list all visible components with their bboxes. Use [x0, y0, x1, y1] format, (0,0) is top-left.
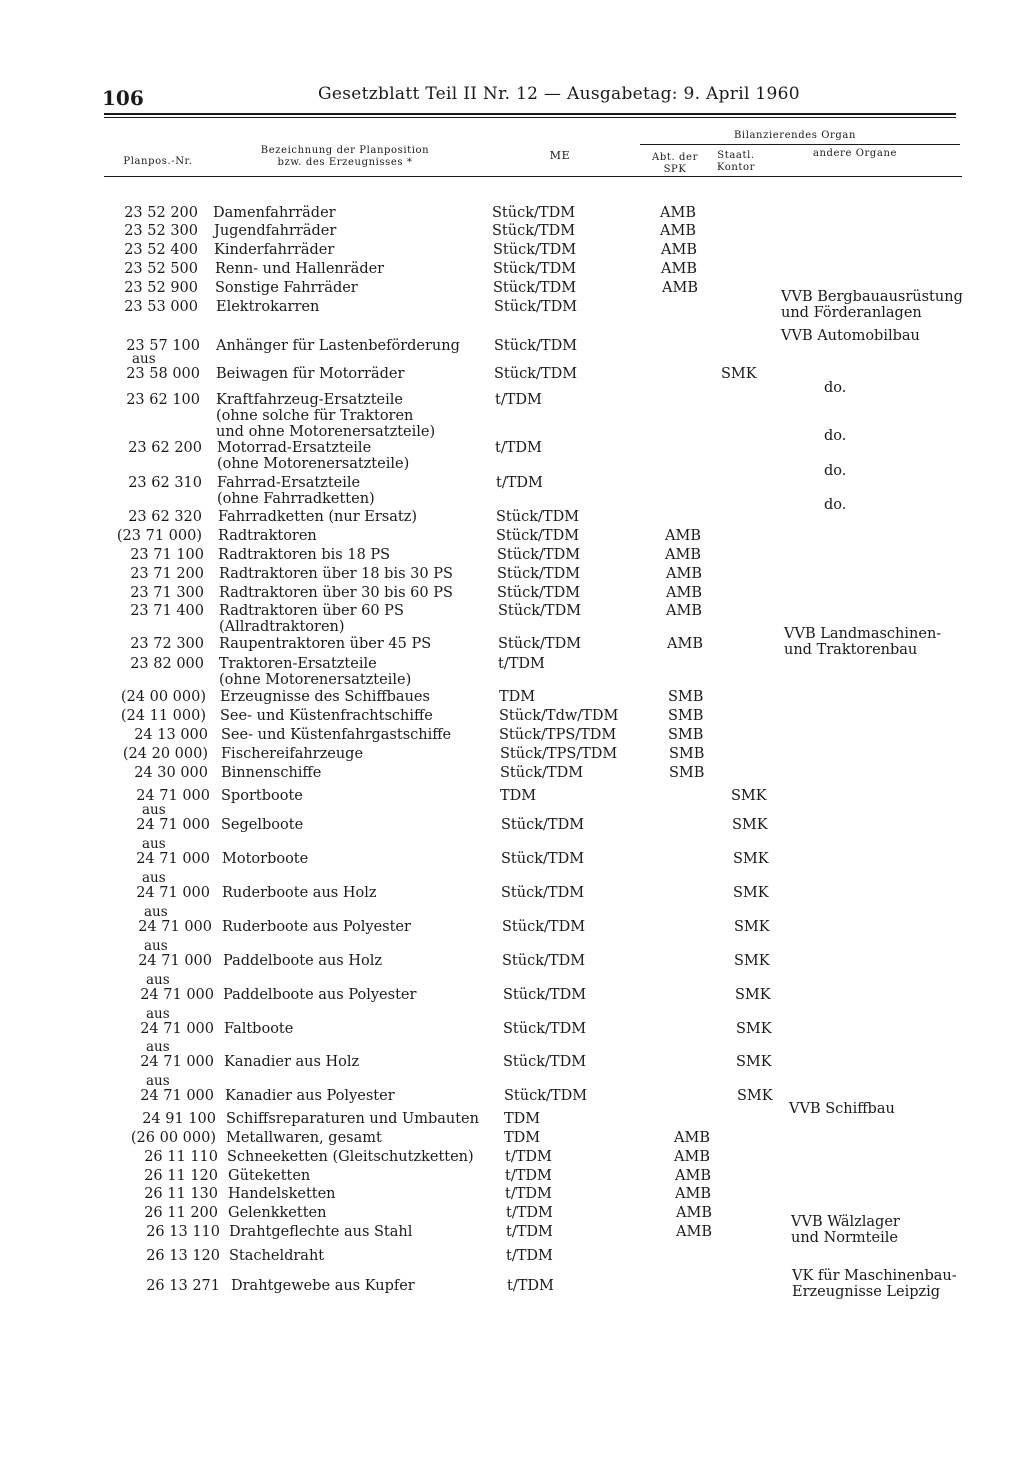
andere-organe-value: do. [824, 497, 847, 513]
andere-organe-value: VVB Schiffbau [789, 1101, 895, 1117]
planpos-number: 23 52 900 [124, 280, 198, 296]
abt-spk-value: AMB [660, 205, 696, 221]
unit-of-measure: Stück/TDM [501, 817, 585, 833]
planpos-number: 24 71 000 [140, 987, 214, 1003]
planpos-number: 23 52 500 [124, 261, 198, 277]
unit-of-measure: TDM [500, 788, 537, 804]
planpos-number: 23 72 300 [130, 636, 204, 652]
abt-spk-value: AMB [667, 636, 703, 652]
aus-label: aus [144, 938, 168, 954]
item-designation: Kraftfahrzeug-Ersatzteile (ohne solche für Traktoren und ohne Motorenersatzteile) [216, 392, 436, 440]
planpos-number: 23 62 200 [128, 440, 202, 456]
abt-spk-value: AMB [661, 261, 697, 277]
unit-of-measure: t/TDM [505, 1186, 552, 1202]
planpos-number: 24 30 000 [134, 765, 208, 781]
item-designation: Segelboote [221, 817, 304, 833]
unit-of-measure: Stück/TDM [503, 1054, 587, 1070]
abt-spk-value: AMB [666, 566, 702, 582]
unit-of-measure: Stück/TDM [502, 919, 586, 935]
planpos-number: 26 11 120 [144, 1168, 218, 1184]
header-rule [104, 113, 956, 115]
unit-of-measure: Stück/TDM [500, 765, 584, 781]
item-designation: Damenfahrräder [213, 205, 336, 221]
planpos-number: (24 20 000) [122, 746, 208, 762]
col-header-planpos: Planpos.-Nr. [123, 156, 193, 167]
unit-of-measure: Stück/TDM [493, 280, 577, 296]
unit-of-measure: TDM [504, 1111, 541, 1127]
aus-label: aus [132, 351, 156, 367]
item-designation: Kanadier aus Polyester [225, 1088, 395, 1104]
unit-of-measure: t/TDM [506, 1205, 553, 1221]
item-designation: Fahrradketten (nur Ersatz) [218, 509, 417, 525]
item-designation: Raupentraktoren über 45 PS [219, 636, 432, 652]
planpos-number: 26 11 130 [144, 1186, 218, 1202]
planpos-number: 23 52 200 [124, 205, 198, 221]
planpos-number: 26 13 110 [146, 1224, 220, 1240]
abt-spk-value: AMB [675, 1186, 711, 1202]
planpos-number: (26 00 000) [130, 1130, 216, 1146]
item-designation: Faltboote [224, 1021, 294, 1037]
unit-of-measure: Stück/TDM [492, 223, 576, 239]
unit-of-measure: t/TDM [495, 440, 542, 456]
item-designation: Radtraktoren über 18 bis 30 PS [219, 566, 453, 582]
planpos-number: 23 71 200 [130, 566, 204, 582]
unit-of-measure: Stück/TDM [504, 1088, 588, 1104]
abt-spk-value: AMB [665, 547, 701, 563]
staatl-kontor-value: SMK [732, 817, 768, 833]
planpos-number: 24 71 000 [140, 1088, 214, 1104]
page-title: Gesetzblatt Teil II Nr. 12 — Ausgabetag: 9. April 1960 [318, 84, 800, 104]
planpos-number: 26 11 200 [144, 1205, 218, 1221]
unit-of-measure: TDM [499, 689, 536, 705]
item-designation: See- und Küstenfrachtschiffe [220, 708, 433, 724]
item-designation: Güteketten [228, 1168, 311, 1184]
abt-spk-value: AMB [665, 528, 701, 544]
unit-of-measure: Stück/TDM [494, 338, 578, 354]
andere-organe-value: VVB Bergbauausrüstung und Förderanlagen [781, 289, 963, 321]
planpos-number: 24 71 000 [140, 1054, 214, 1070]
item-designation: Paddelboote aus Holz [223, 953, 382, 969]
planpos-number: 23 71 300 [130, 585, 204, 601]
andere-organe-value: do. [824, 463, 847, 479]
planpos-number: 23 52 300 [124, 223, 198, 239]
unit-of-measure: t/TDM [496, 475, 543, 491]
page-header [102, 82, 960, 112]
aus-label: aus [146, 1039, 170, 1055]
planpos-number: 24 71 000 [138, 919, 212, 935]
item-designation: Kinderfahrräder [214, 242, 335, 258]
item-designation: Binnenschiffe [221, 765, 322, 781]
item-designation: Schiffsreparaturen und Umbauten [226, 1111, 479, 1127]
unit-of-measure: Stück/TPS/TDM [500, 746, 618, 762]
aus-label: aus [144, 904, 168, 920]
item-designation: Gelenkketten [228, 1205, 327, 1221]
aus-label: aus [142, 836, 166, 852]
item-designation: Paddelboote aus Polyester [223, 987, 417, 1003]
unit-of-measure: t/TDM [505, 1149, 552, 1165]
item-designation: Radtraktoren [218, 528, 317, 544]
abt-spk-value: AMB [666, 585, 702, 601]
col-header-me: ME [549, 149, 571, 162]
aus-label: aus [146, 1006, 170, 1022]
staatl-kontor-value: SMK [733, 885, 769, 901]
planpos-number: 26 13 120 [146, 1248, 220, 1264]
planpos-number: 23 58 000 [126, 366, 200, 382]
unit-of-measure: Stück/TDM [496, 509, 580, 525]
unit-of-measure: Stück/TDM [494, 299, 578, 315]
andere-organe-value: VVB Wälzlager und Normteile [791, 1214, 900, 1246]
unit-of-measure: Stück/TDM [503, 987, 587, 1003]
planpos-number: 26 13 271 [146, 1278, 220, 1294]
planpos-number: (23 71 000) [116, 528, 202, 544]
planpos-number: 23 71 400 [130, 603, 204, 619]
unit-of-measure: t/TDM [505, 1168, 552, 1184]
planpos-number: (24 11 000) [120, 708, 206, 724]
planpos-number: 26 11 110 [144, 1149, 218, 1165]
unit-of-measure: Stück/TDM [501, 851, 585, 867]
andere-organe-value: do. [824, 380, 847, 396]
item-designation: Sportboote [221, 788, 303, 804]
unit-of-measure: Stück/TPS/TDM [499, 727, 617, 743]
bilanz-rule [640, 144, 960, 145]
abt-spk-value: AMB [674, 1130, 710, 1146]
unit-of-measure: Stück/TDM [497, 547, 581, 563]
table-header-rule [104, 176, 962, 177]
unit-of-measure: TDM [504, 1130, 541, 1146]
staatl-kontor-value: SMK [735, 987, 771, 1003]
abt-spk-value: SMB [668, 689, 704, 705]
unit-of-measure: Stück/TDM [501, 885, 585, 901]
planpos-number: 23 57 100 [126, 338, 200, 354]
abt-spk-value: SMB [669, 746, 705, 762]
aus-label: aus [142, 802, 166, 818]
unit-of-measure: Stück/TDM [503, 1021, 587, 1037]
unit-of-measure: Stück/TDM [502, 953, 586, 969]
planpos-number: 24 91 100 [142, 1111, 216, 1127]
item-designation: Anhänger für Lastenbeförderung [216, 338, 460, 354]
andere-organe-value: VVB Automobilbau [781, 328, 920, 344]
planpos-number: 23 52 400 [124, 242, 198, 258]
abt-spk-value: AMB [676, 1205, 712, 1221]
planpos-number: 23 62 310 [128, 475, 202, 491]
item-designation: Radtraktoren über 60 PS (Allradtraktoren) [219, 603, 404, 635]
unit-of-measure: t/TDM [506, 1224, 553, 1240]
unit-of-measure: Stück/TDM [493, 242, 577, 258]
staatl-kontor-value: SMK [734, 953, 770, 969]
col-header-bilanzierendes: Bilanzierendes Organ [733, 130, 857, 141]
item-designation: Schneeketten (Gleitschutzketten) [227, 1149, 474, 1165]
unit-of-measure: t/TDM [498, 656, 545, 672]
aus-label: aus [146, 1073, 170, 1089]
planpos-number: 23 62 100 [126, 392, 200, 408]
col-header-bezeichnung: Bezeichnung der Planposition bzw. des Erzeugnisses * [260, 145, 430, 168]
item-designation: Beiwagen für Motorräder [216, 366, 405, 382]
planpos-number: 23 71 100 [130, 547, 204, 563]
item-designation: Metallwaren, gesamt [226, 1130, 382, 1146]
col-header-staatl-kontor: Staatl. Kontor [716, 150, 756, 173]
andere-organe-value: do. [824, 428, 847, 444]
unit-of-measure: Stück/TDM [498, 636, 582, 652]
abt-spk-value: AMB [660, 223, 696, 239]
page-number: 106 [102, 86, 144, 110]
planpos-number: 24 71 000 [140, 1021, 214, 1037]
staatl-kontor-value: SMK [736, 1021, 772, 1037]
abt-spk-value: SMB [668, 708, 704, 724]
planpos-number: 24 71 000 [136, 817, 210, 833]
abt-spk-value: SMB [669, 765, 705, 781]
item-designation: Fahrrad-Ersatzteile (ohne Fahrradketten) [217, 475, 375, 507]
staatl-kontor-value: SMK [733, 851, 769, 867]
col-header-andere: andere Organe [812, 148, 898, 159]
abt-spk-value: SMB [668, 727, 704, 743]
item-designation: Radtraktoren über 30 bis 60 PS [219, 585, 453, 601]
staatl-kontor-value: SMK [734, 919, 770, 935]
unit-of-measure: Stück/TDM [497, 566, 581, 582]
unit-of-measure: Stück/TDM [494, 366, 578, 382]
abt-spk-value: AMB [674, 1149, 710, 1165]
staatl-kontor-value: SMK [737, 1088, 773, 1104]
item-designation: Jugendfahrräder [214, 223, 337, 239]
item-designation: Ruderboote aus Holz [222, 885, 377, 901]
abt-spk-value: AMB [676, 1224, 712, 1240]
item-designation: Erzeugnisse des Schiffbaues [220, 689, 430, 705]
planpos-number: 24 71 000 [136, 885, 210, 901]
staatl-kontor-value: SMK [731, 788, 767, 804]
planpos-number: 23 62 320 [128, 509, 202, 525]
abt-spk-value: AMB [662, 280, 698, 296]
staatl-kontor-value: SMK [721, 366, 757, 382]
planpos-number: 24 71 000 [136, 851, 210, 867]
item-designation: Ruderboote aus Polyester [222, 919, 411, 935]
staatl-kontor-value: SMK [736, 1054, 772, 1070]
unit-of-measure: t/TDM [507, 1278, 554, 1294]
andere-organe-value: VK für Maschinenbau- Erzeugnisse Leipzig [792, 1268, 957, 1300]
item-designation: Handelsketten [228, 1186, 336, 1202]
unit-of-measure: Stück/TDM [498, 603, 582, 619]
unit-of-measure: Stück/TDM [497, 585, 581, 601]
planpos-number: (24 00 000) [120, 689, 206, 705]
aus-label: aus [142, 870, 166, 886]
unit-of-measure: t/TDM [495, 392, 542, 408]
unit-of-measure: Stück/Tdw/TDM [499, 708, 619, 724]
aus-label: aus [146, 972, 170, 988]
unit-of-measure: t/TDM [506, 1248, 553, 1264]
abt-spk-value: AMB [661, 242, 697, 258]
item-designation: See- und Küstenfahrgastschiffe [221, 727, 452, 743]
unit-of-measure: Stück/TDM [493, 261, 577, 277]
item-designation: Renn- und Hallenräder [215, 261, 385, 277]
item-designation: Sonstige Fahrräder [215, 280, 358, 296]
planpos-number: 23 82 000 [130, 656, 204, 672]
planpos-number: 24 71 000 [136, 788, 210, 804]
item-designation: Motorrad-Ersatzteile (ohne Motorenersatzteile) [217, 440, 410, 472]
item-designation: Motorboote [222, 851, 309, 867]
item-designation: Kanadier aus Holz [224, 1054, 360, 1070]
planpos-number: 23 53 000 [124, 299, 198, 315]
header-rule-thin [104, 117, 956, 118]
item-designation: Drahtgewebe aus Kupfer [231, 1278, 415, 1294]
item-designation: Traktoren-Ersatzteile (ohne Motorenersatzteile) [219, 656, 412, 688]
abt-spk-value: AMB [675, 1168, 711, 1184]
item-designation: Stacheldraht [229, 1248, 325, 1264]
unit-of-measure: Stück/TDM [492, 205, 576, 221]
abt-spk-value: AMB [666, 603, 702, 619]
col-header-abt-spk: Abt. der SPK [652, 152, 698, 175]
item-designation: Elektrokarren [216, 299, 320, 315]
unit-of-measure: Stück/TDM [496, 528, 580, 544]
planpos-number: 24 71 000 [138, 953, 212, 969]
item-designation: Drahtgeflechte aus Stahl [229, 1224, 413, 1240]
andere-organe-value: VVB Landmaschinen- und Traktorenbau [784, 626, 942, 658]
item-designation: Fischereifahrzeuge [221, 746, 364, 762]
planpos-number: 24 13 000 [134, 727, 208, 743]
item-designation: Radtraktoren bis 18 PS [218, 547, 391, 563]
